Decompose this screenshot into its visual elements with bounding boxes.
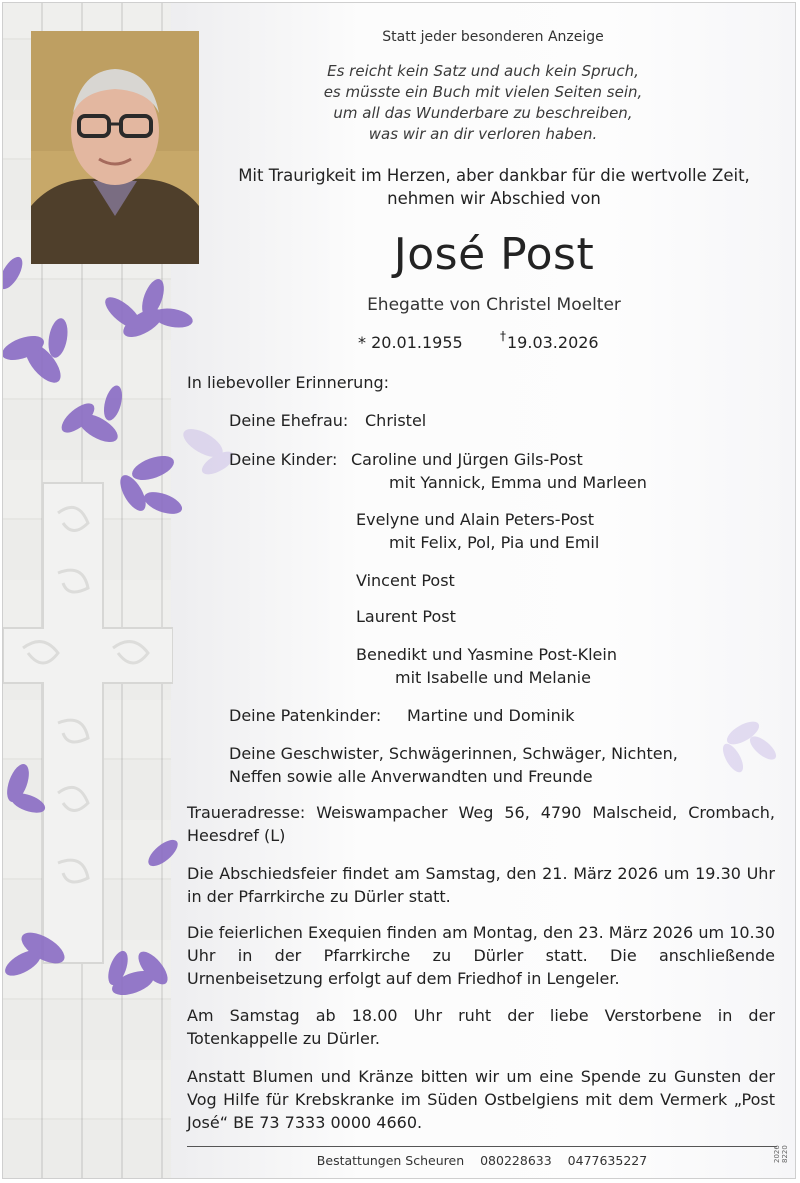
godchildren-label: Deine Patenkinder: bbox=[229, 706, 382, 725]
obituary-card bbox=[2, 2, 796, 1179]
tagline: Statt jeder besonderen Anzeige bbox=[382, 29, 604, 45]
poem-line: um all das Wunderbare zu beschreiben, bbox=[333, 104, 633, 122]
child-name: Benedikt und Yasmine Post-Klein bbox=[356, 645, 617, 664]
wife-name: Christel bbox=[365, 411, 427, 430]
intro-line: Mit Traurigkeit im Herzen, aber dankbar für die wertvolle Zeit, bbox=[238, 166, 750, 185]
funeral-home-name: Bestattungen Scheuren bbox=[316, 1153, 465, 1168]
child-name: Laurent Post bbox=[356, 607, 456, 626]
chapel-info: Am Samstag ab 18.00 Uhr ruht der liebe Verstorbene in der Totenkappelle zu Dürler. bbox=[187, 1006, 775, 1048]
phone-number: 080228633 bbox=[480, 1153, 552, 1168]
donation-info: Anstatt Blumen und Kränze bitten wir um eine Spende zu Gunsten der Vog Hilfe für Krebskranke im Süden Ostbelgiens mit dem Vermerk „Post José“ BE 73 7333 0000 4660. bbox=[187, 1067, 775, 1132]
poem-line: was wir an dir verloren haben. bbox=[368, 125, 598, 143]
footer bbox=[187, 1153, 777, 1168]
deceased-name: José Post bbox=[393, 229, 595, 280]
footer-divider bbox=[187, 1146, 777, 1147]
ad-code: 2026 8220 bbox=[773, 1145, 789, 1163]
poem-line: es müsste ein Buch mit vielen Seiten sein, bbox=[323, 83, 643, 101]
death-date: 19.03.2026 bbox=[507, 333, 599, 352]
memory-heading: In liebevoller Erinnerung: bbox=[187, 373, 389, 392]
poem-line: Es reicht kein Satz und auch kein Spruch, bbox=[327, 62, 639, 80]
mobile-number: 0477635227 bbox=[567, 1153, 648, 1168]
farewell-info: Die Abschiedsfeier findet am Samstag, den 21. März 2026 um 19.30 Uhr in der Pfarrkirche zu Dürler statt. bbox=[187, 864, 775, 906]
children-label: Deine Kinder: bbox=[229, 450, 338, 469]
wife-label: Deine Ehefrau: bbox=[229, 411, 349, 430]
siblings-line: Deine Geschwister, Schwägerinnen, Schwäger, Nichten, bbox=[229, 744, 678, 763]
exequies-info: Die feierlichen Exequien finden am Montag, den 23. März 2026 um 10.30 Uhr in der Pfarrkirche zu Dürler statt. Die anschließende Urnenbeisetzung erfolgt auf dem Friedhof in Lengeler. bbox=[187, 923, 775, 988]
godchildren-names: Martine und Dominik bbox=[407, 706, 575, 725]
mourning-address: Traueradresse: Weiswampacher Weg 56, 4790 Malscheid, Crombach, Heesdref (L) bbox=[187, 803, 775, 845]
birth-date: * 20.01.1955 bbox=[358, 333, 463, 352]
intro bbox=[199, 164, 789, 210]
child-family: mit Felix, Pol, Pia und Emil bbox=[389, 533, 600, 552]
child-family: mit Yannick, Emma und Marleen bbox=[389, 473, 647, 492]
siblings-line: Neffen sowie alle Anverwandten und Freunde bbox=[229, 767, 593, 786]
obituary-text bbox=[3, 3, 796, 1179]
poem bbox=[203, 61, 763, 145]
intro-line: nehmen wir Abschied von bbox=[387, 189, 601, 208]
child-name: Evelyne und Alain Peters-Post bbox=[356, 510, 594, 529]
child-name: Vincent Post bbox=[356, 571, 455, 590]
death-symbol: † bbox=[500, 329, 506, 343]
child-name: Caroline und Jürgen Gils-Post bbox=[351, 450, 583, 469]
child-family: mit Isabelle und Melanie bbox=[395, 668, 591, 687]
spouse-line: Ehegatte von Christel Moelter bbox=[367, 295, 621, 315]
